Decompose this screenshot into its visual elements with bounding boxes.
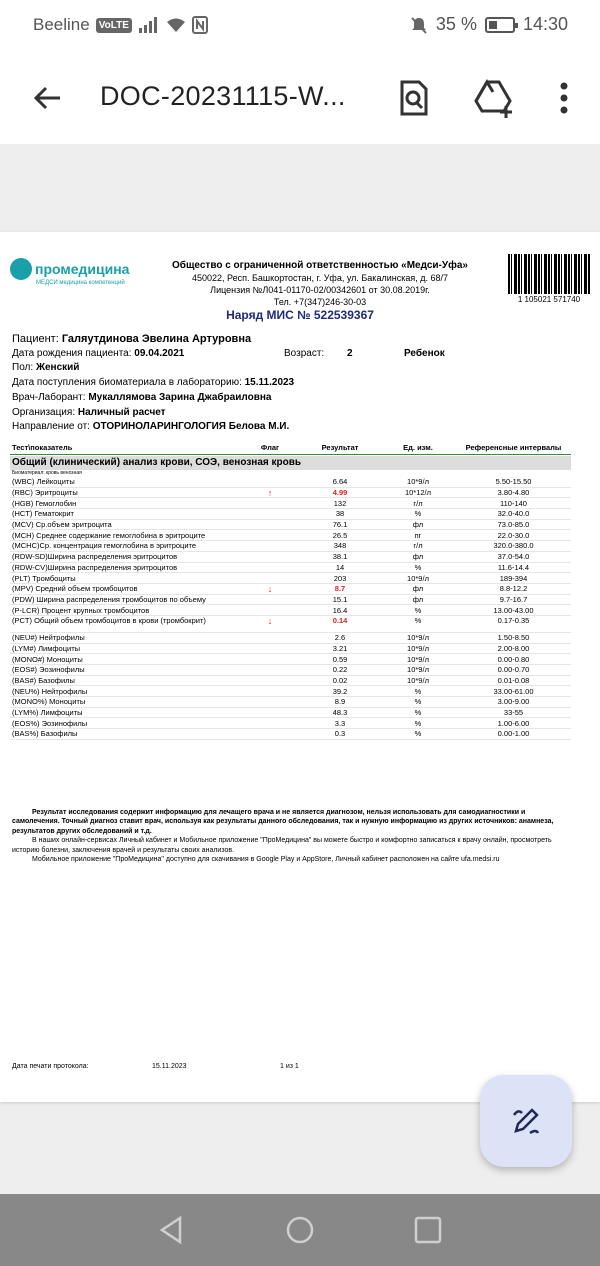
- referral-label: Направление от:: [12, 421, 90, 433]
- row-result: 3.21: [332, 643, 348, 653]
- online-services-text: В наших онлайн-сервисах Личный кабинет и Мобильное приложение "ПроМедицина" вы можете быстро и комфортно записаться к врачу онлайн, просмотреть историю болезни, заключения врачей и результаты своих анализов.: [12, 837, 552, 854]
- row-ref: 0.01-0.08: [497, 676, 530, 686]
- row-unit: пг: [414, 530, 422, 540]
- row-unit: 10*9/л: [407, 573, 429, 583]
- row-result: 0.59: [332, 654, 348, 664]
- row-result: 203: [333, 573, 347, 583]
- table-row: [10, 644, 571, 655]
- row-unit: 10*9/л: [407, 654, 429, 664]
- navigation-bar: [0, 1194, 600, 1266]
- row-result: 16.4: [332, 605, 348, 615]
- org-name: Общество с ограниченной ответственностью «Медси-Уфа»: [172, 260, 468, 271]
- order-title: Наряд МИС № 522539367: [226, 308, 374, 322]
- back-arrow-icon[interactable]: [28, 78, 68, 118]
- row-unit: %: [414, 605, 422, 615]
- app-info-text: Мобильное приложение "ПроМедицина" доступно для скачивания в Google Play и AppStore, Личный кабинет расположен на сайте ufa.medsi.ru: [32, 856, 500, 864]
- row-name: (LYM#) Лимфоциты: [12, 643, 81, 653]
- row-unit: 10*9/л: [407, 633, 429, 643]
- row-unit: фл: [412, 520, 424, 530]
- referral: ОТОРИНОЛАРИНГОЛОГИЯ Белова М.И.: [92, 421, 290, 433]
- lab-doctor: Мукаллямова Зарина Джабраиловна: [88, 391, 272, 403]
- patient-age: 2: [347, 347, 353, 359]
- row-name: (PCT) Общий объем тромбоцитов в крови (тромбокрит): [12, 615, 206, 625]
- table-row: [10, 520, 571, 531]
- volte-badge: VoLTE: [96, 18, 132, 33]
- promedicina-logo: [10, 258, 150, 286]
- table-row: [10, 498, 571, 509]
- row-result: 6.64: [332, 477, 348, 487]
- header-unit: Ед. изм.: [403, 442, 433, 452]
- table-row: [10, 563, 571, 574]
- row-result: 38: [335, 509, 345, 519]
- table-header: [10, 440, 571, 455]
- row-name: (RDW-CV)Ширина распределения эритроцитов: [12, 562, 178, 572]
- row-unit: фл: [412, 552, 424, 562]
- row-name: (PDW) Ширина распределения тромбоцитов по объему: [12, 594, 206, 604]
- org-address: 450022, Респ. Башкортостан, г. Уфа, ул. Бакалинская, д. 68/7: [192, 273, 448, 283]
- table-row: [10, 616, 571, 633]
- org-label: Организация:: [12, 406, 76, 418]
- status-right: [410, 14, 568, 35]
- table-row: [10, 708, 571, 719]
- header-result: Результат: [321, 442, 359, 452]
- page-counter: 1 из 1: [280, 1063, 299, 1070]
- row-result: 4.99: [332, 488, 348, 498]
- barcode-bars-icon: [508, 254, 590, 294]
- row-name: (EOS%) Эозинофилы: [12, 718, 88, 728]
- row-unit: %: [414, 708, 422, 718]
- row-ref: 3.80-4.80: [497, 488, 530, 498]
- organization-block: [160, 260, 480, 308]
- row-unit: %: [414, 697, 422, 707]
- document-page: [0, 232, 600, 1102]
- row-unit: 10*12/л: [404, 488, 432, 498]
- table-row: [10, 654, 571, 665]
- row-ref: 37.0-54.0: [497, 552, 530, 562]
- row-ref: 3.00-9.00: [497, 697, 530, 707]
- row-ref: 11.6-14.4: [497, 562, 530, 572]
- row-unit: фл: [412, 594, 424, 604]
- row-ref: 13.00-43.00: [493, 605, 534, 615]
- row-result: 38.1: [332, 552, 348, 562]
- patient-name: Галяутдинова Эвелина Артуровна: [61, 333, 252, 345]
- row-result: 348: [333, 541, 347, 551]
- row-result: 0.02: [332, 676, 348, 686]
- table-row: [10, 530, 571, 541]
- edit-fab-button[interactable]: [480, 1075, 572, 1167]
- sex-label: Пол:: [12, 362, 34, 374]
- row-result: 8.9: [334, 697, 346, 707]
- row-name: (WBC) Лейкоциты: [12, 477, 75, 487]
- table-row: [10, 552, 571, 563]
- barcode: [508, 254, 590, 304]
- battery-icon: [485, 17, 515, 33]
- status-left: [33, 15, 208, 35]
- row-unit: %: [414, 686, 422, 696]
- signal-icon: [138, 17, 160, 33]
- row-ref: 8.8-12.2: [499, 584, 528, 594]
- row-unit: %: [414, 562, 422, 572]
- row-flag: ↓: [267, 615, 273, 626]
- row-ref: 189-394: [499, 573, 528, 583]
- row-unit: %: [414, 615, 422, 625]
- nav-back-icon[interactable]: [156, 1214, 188, 1246]
- row-ref: 0.00-1.00: [497, 729, 530, 739]
- table-row: [10, 488, 571, 499]
- row-name: (EOS#) Эозинофилы: [12, 665, 85, 675]
- row-ref: 0.00-0.80: [497, 654, 530, 664]
- row-name: (MCH) Среднее содержание гемоглобина в эритроците: [12, 530, 206, 540]
- table-row: [10, 633, 571, 644]
- battery-fill: [489, 21, 497, 29]
- print-date: 15.11.2023: [152, 1063, 187, 1070]
- table-row: [10, 605, 571, 616]
- logo-text: промедицина: [35, 261, 130, 277]
- row-ref: 9.7-16.7: [499, 594, 528, 604]
- notes: [12, 808, 565, 864]
- row-name: (MONO#) Моноциты: [12, 654, 83, 664]
- row-unit: фл: [412, 584, 424, 594]
- table-row: [10, 541, 571, 552]
- more-vert-icon[interactable]: [544, 76, 584, 120]
- logo-subtitle: МЕДСИ медицина компетенций: [36, 280, 125, 286]
- row-unit: %: [414, 509, 422, 519]
- status-bar: [0, 0, 600, 52]
- row-ref: 320.0-380.0: [493, 541, 534, 551]
- search-document-icon[interactable]: [392, 76, 436, 120]
- table-row: [10, 686, 571, 697]
- header-ref: Референсные интервалы: [465, 442, 562, 452]
- table-row: [10, 477, 571, 488]
- row-result: 0.3: [334, 729, 346, 739]
- row-result: 132: [333, 498, 347, 508]
- row-name: (HGB) Гемоглобин: [12, 498, 77, 508]
- row-ref: 73.0-85.0: [497, 520, 530, 530]
- table-row: [10, 697, 571, 708]
- row-unit: %: [414, 718, 422, 728]
- battery-percent: 35 %: [435, 14, 477, 34]
- patient-name-label: Пациент:: [12, 333, 59, 345]
- table-row: [10, 584, 571, 595]
- app-bar: [0, 52, 600, 144]
- row-result: 14: [335, 562, 345, 572]
- row-name: (RBC) Эритроциты: [12, 488, 78, 498]
- logo-mark-icon: [10, 258, 32, 280]
- table-row: [10, 595, 571, 606]
- age-label: Возраст:: [284, 347, 325, 359]
- patient-dob: 09.04.2021: [134, 347, 185, 359]
- wifi-icon: [166, 17, 186, 33]
- lab-doctor-label: Врач-Лаборант:: [12, 391, 86, 403]
- barcode-number: 1 105021 571740: [517, 295, 581, 304]
- row-unit: %: [414, 729, 422, 739]
- row-name: (HCT) Гематокрит: [12, 509, 74, 519]
- edit-pen-icon: [508, 1103, 544, 1139]
- table-row: [10, 573, 571, 584]
- section-title: Общий (клинический) анализ крови, СОЭ, венозная кровь: [10, 456, 571, 470]
- biomaterial-note: Биоматериал: кровь венозная: [12, 470, 82, 476]
- row-ref: 1.50-8.50: [497, 633, 530, 643]
- table-row: [10, 509, 571, 520]
- row-ref: 22.0-30.0: [497, 530, 530, 540]
- row-result: 2.6: [334, 633, 346, 643]
- disclaimer-text: Результат исследования содержит информацию для лечащего врача и не является диагнозом, нельзя использовать для самодиагностики и самолечения. Точный диагноз ставит врач, используя как результаты данного обследования, так и нужную информацию из других источников: анамнеза, результатов других обследований и т.д.: [12, 809, 554, 835]
- row-name: (BAS%) Базофилы: [12, 729, 78, 739]
- received-label: Дата поступления биоматериала в лабораторию:: [12, 377, 242, 389]
- row-result: 48.3: [332, 708, 348, 718]
- header-flag: Флаг: [260, 442, 280, 452]
- header-test: Тест\показатель: [12, 442, 73, 452]
- row-flag: ↓: [267, 583, 273, 594]
- row-unit: г/л: [413, 498, 423, 508]
- row-name: (BAS#) Базофилы: [12, 676, 75, 686]
- row-unit: 10*9/л: [407, 477, 429, 487]
- org-phone: Тел. +7(347)246-30-03: [273, 297, 367, 307]
- nfc-icon: [192, 16, 208, 34]
- row-result: 76.1: [332, 520, 348, 530]
- row-name: (RDW-SD)Ширина распределения эритроцитов: [12, 552, 178, 562]
- row-flag: ↑: [267, 487, 273, 498]
- row-ref: 32.0-40.0: [497, 509, 530, 519]
- add-to-drive-icon[interactable]: [472, 76, 516, 120]
- table-row: [10, 676, 571, 687]
- row-ref: 110-140: [500, 498, 527, 508]
- table-row: [10, 729, 571, 740]
- row-ref: 0.17-0.35: [497, 615, 530, 625]
- row-result: 8.7: [334, 584, 346, 594]
- document-footer: [12, 1063, 572, 1070]
- row-name: (LYM%) Лимфоциты: [12, 708, 83, 718]
- table-body: [10, 477, 571, 740]
- row-result: 3.3: [334, 718, 346, 728]
- row-unit: г/л: [413, 541, 423, 551]
- mute-icon: [410, 16, 428, 34]
- patient-info: [12, 332, 582, 435]
- row-ref: 33.00-61.00: [493, 686, 534, 696]
- row-result: 39.2: [332, 686, 348, 696]
- carrier-label: Beeline: [33, 15, 90, 34]
- row-name: (MPV) Средний объем тромбоцитов: [12, 584, 138, 594]
- row-name: (PLT) Тромбоциты: [12, 573, 76, 583]
- clock: 14:30: [522, 14, 568, 34]
- row-result: 0.14: [332, 615, 348, 625]
- row-name: (P-LCR) Процент крупных тромбоцитов: [12, 605, 150, 615]
- row-ref: 0.00-0.70: [497, 665, 530, 675]
- results-table: [10, 440, 571, 740]
- row-name: (MCHC)Ср. концентрация гемоглобина в эритроците: [12, 541, 197, 551]
- row-ref: 1.00-6.00: [497, 718, 530, 728]
- row-name: (NEU%) Нейтрофилы: [12, 686, 88, 696]
- patient-sex: Женский: [35, 362, 80, 374]
- print-date-label: Дата печати протокола:: [12, 1063, 89, 1070]
- row-ref: 2.00-8.00: [497, 643, 530, 653]
- received-date: 15.11.2023: [244, 377, 295, 389]
- patient-category: Ребенок: [404, 347, 445, 359]
- dob-label: Дата рождения пациента:: [12, 347, 132, 359]
- nav-home-icon[interactable]: [284, 1214, 316, 1246]
- org-license: Лицензия №Л041-01170-02/00342601 от 30.08.2019г.: [210, 285, 430, 295]
- row-result: 26.5: [332, 530, 348, 540]
- row-name: (NEU#) Нейтрофилы: [12, 633, 85, 643]
- document-title: DOC-20231115-W...: [100, 81, 346, 111]
- row-name: (MONO%) Моноциты: [12, 697, 86, 707]
- row-ref: 5.50-15.50: [495, 477, 532, 487]
- table-row: [10, 665, 571, 676]
- patient-org: Наличный расчет: [77, 406, 166, 418]
- row-ref: 33-55: [503, 708, 524, 718]
- row-result: 0.22: [332, 665, 348, 675]
- row-unit: 10*9/л: [407, 665, 429, 675]
- row-unit: 10*9/л: [407, 676, 429, 686]
- row-name: (MCV) Ср.объем эритроцита: [12, 520, 112, 530]
- row-result: 15.1: [332, 594, 348, 604]
- nav-recents-icon[interactable]: [412, 1214, 444, 1246]
- table-row: [10, 718, 571, 729]
- row-unit: 10*9/л: [407, 643, 429, 653]
